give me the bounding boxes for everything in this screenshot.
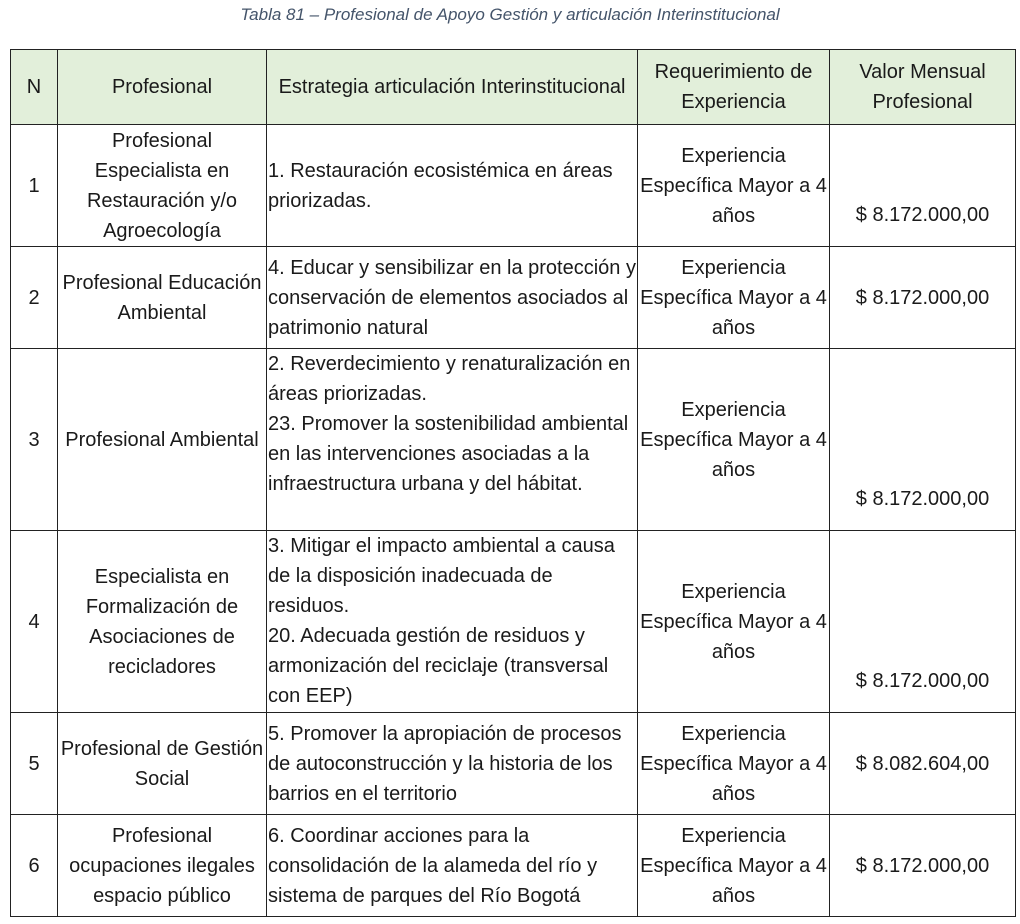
table-caption: Tabla 81 – Profesional de Apoyo Gestión y articulación Interinstitucional — [240, 5, 780, 24]
estrategia-cell: 6. Coordinar acciones para la consolidación de la alameda del río y sistema de parques del Río Bogotá — [267, 815, 638, 917]
estrategia-cell: 4. Educar y sensibilizar en la protección y conservación de elementos asociados al patrimonio natural — [267, 247, 638, 349]
estrategia-cell: 1. Restauración ecosistémica en áreas priorizadas. — [267, 125, 638, 247]
profesional-cell: Profesional Especialista en Restauración y/o Agroecología — [58, 125, 267, 247]
header-valor: Valor Mensual Profesional — [830, 50, 1016, 125]
requerimiento-cell: Experiencia Específica Mayor a 4 años — [638, 125, 830, 247]
professionals-table — [10, 49, 1016, 917]
requerimiento-cell: Experiencia Específica Mayor a 4 años — [638, 815, 830, 917]
row-number: 4 — [11, 531, 58, 713]
estrategia-cell: 5. Promover la apropiación de procesos de autoconstrucción y la historia de los barrios en el territorio — [267, 713, 638, 815]
table-row — [11, 815, 1016, 917]
valor-cell: $ 8.082.604,00 — [830, 713, 1016, 815]
estrategia-cell: 2. Reverdecimiento y renaturalización en áreas priorizadas. 23. Promover la sostenibilidad ambiental en las intervenciones asociadas a la infraestructura urbana y del hábitat. — [267, 349, 638, 531]
estrategia-cell: 3. Mitigar el impacto ambiental a causa de la disposición inadecuada de residuos. 20. Adecuada gestión de residuos y armonización del reciclaje (transversal con EEP) — [267, 531, 638, 713]
profesional-cell: Especialista en Formalización de Asociaciones de recicladores — [58, 531, 267, 713]
profesional-cell: Profesional Educación Ambiental — [58, 247, 267, 349]
valor-cell: $ 8.172.000,00 — [830, 531, 1016, 713]
valor-cell: $ 8.172.000,00 — [830, 349, 1016, 531]
requerimiento-cell: Experiencia Específica Mayor a 4 años — [638, 713, 830, 815]
profesional-cell: Profesional Ambiental — [58, 349, 267, 531]
requerimiento-cell: Experiencia Específica Mayor a 4 años — [638, 531, 830, 713]
header-estrategia: Estrategia articulación Interinstitucional — [267, 50, 638, 125]
header-row — [11, 50, 1016, 125]
table-row — [11, 125, 1016, 247]
row-number: 6 — [11, 815, 58, 917]
table-row — [11, 247, 1016, 349]
valor-cell: $ 8.172.000,00 — [830, 815, 1016, 917]
table-row — [11, 713, 1016, 815]
table-row — [11, 349, 1016, 531]
header-requerimiento: Requerimiento de Experiencia — [638, 50, 830, 125]
valor-cell: $ 8.172.000,00 — [830, 125, 1016, 247]
header-n: N — [11, 50, 58, 125]
table-row — [11, 531, 1016, 713]
row-number: 1 — [11, 125, 58, 247]
profesional-cell: Profesional de Gestión Social — [58, 713, 267, 815]
row-number: 2 — [11, 247, 58, 349]
requerimiento-cell: Experiencia Específica Mayor a 4 años — [638, 247, 830, 349]
row-number: 5 — [11, 713, 58, 815]
row-number: 3 — [11, 349, 58, 531]
header-profesional: Profesional — [58, 50, 267, 125]
valor-cell: $ 8.172.000,00 — [830, 247, 1016, 349]
profesional-cell: Profesional ocupaciones ilegales espacio público — [58, 815, 267, 917]
requerimiento-cell: Experiencia Específica Mayor a 4 años — [638, 349, 830, 531]
